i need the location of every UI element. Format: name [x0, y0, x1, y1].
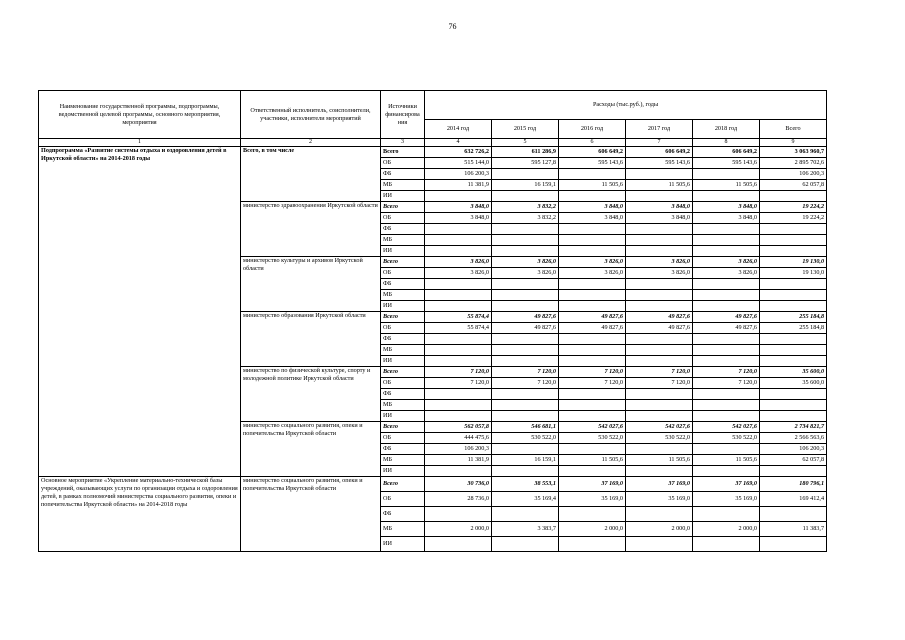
column-number: 8	[693, 139, 760, 147]
year-value	[626, 224, 693, 235]
year-value	[559, 537, 626, 552]
year-value	[425, 246, 492, 257]
year-value: 3 826,0	[492, 268, 559, 279]
year-value: 3 848,0	[693, 202, 760, 213]
funding-source: ФБ	[381, 389, 425, 400]
year-value: 49 827,6	[693, 312, 760, 323]
executor-name: министерство здравоохранения Иркутской области	[241, 202, 381, 257]
header-year: 2017 год	[626, 120, 693, 139]
year-value: 7 120,0	[626, 378, 693, 389]
total-value: 19 224,2	[760, 213, 827, 224]
funding-source: Всего	[381, 477, 425, 492]
total-value: 19 130,0	[760, 268, 827, 279]
year-value	[492, 389, 559, 400]
year-value: 16 159,1	[492, 455, 559, 466]
year-value: 7 120,0	[425, 367, 492, 378]
year-value	[492, 224, 559, 235]
year-value: 30 736,0	[425, 477, 492, 492]
year-value: 55 874,4	[425, 312, 492, 323]
year-value	[626, 279, 693, 290]
year-value	[693, 466, 760, 477]
funding-source: ИИ	[381, 411, 425, 422]
year-value	[693, 279, 760, 290]
year-value	[626, 246, 693, 257]
year-value: 106 200,3	[425, 444, 492, 455]
year-value: 595 143,6	[626, 158, 693, 169]
year-value: 3 826,0	[626, 268, 693, 279]
column-number: 2	[241, 139, 381, 147]
total-value: 255 184,8	[760, 323, 827, 334]
year-value	[559, 400, 626, 411]
year-value: 35 169,0	[626, 492, 693, 507]
year-value	[693, 334, 760, 345]
funding-source: МБ	[381, 235, 425, 246]
year-value: 3 848,0	[559, 213, 626, 224]
total-value	[760, 356, 827, 367]
funding-source: ФБ	[381, 334, 425, 345]
year-value: 3 826,0	[626, 257, 693, 268]
funding-source: МБ	[381, 455, 425, 466]
year-value: 11 505,6	[693, 180, 760, 191]
year-value: 49 827,6	[626, 323, 693, 334]
total-value	[760, 235, 827, 246]
year-value	[626, 389, 693, 400]
total-value	[760, 345, 827, 356]
year-value	[492, 246, 559, 257]
year-value	[559, 389, 626, 400]
year-value	[693, 400, 760, 411]
year-value	[559, 444, 626, 455]
year-value	[626, 235, 693, 246]
year-value: 49 827,6	[626, 312, 693, 323]
year-value: 49 827,6	[559, 323, 626, 334]
year-value: 7 120,0	[559, 367, 626, 378]
year-value: 3 848,0	[626, 213, 693, 224]
header-year: 2018 год	[693, 120, 760, 139]
column-number: 7	[626, 139, 693, 147]
year-value	[425, 537, 492, 552]
funding-source: МБ	[381, 400, 425, 411]
total-value	[760, 224, 827, 235]
year-value	[559, 301, 626, 312]
total-value: 3 063 960,7	[760, 147, 827, 158]
year-value	[492, 537, 559, 552]
year-value: 530 522,0	[492, 433, 559, 444]
program-name: Основное мероприятие «Укрепление материально-технической базы учреждений, оказывающих услуги по организации отдыха и оздоровления детей, в рамках полномочий министерства социального развития, опеки и попечительства Иркутской области» на 2014-2018 годы	[39, 477, 241, 552]
year-value	[626, 290, 693, 301]
year-value	[626, 400, 693, 411]
year-value	[626, 191, 693, 202]
year-value	[425, 507, 492, 522]
year-value: 595 143,6	[693, 158, 760, 169]
column-number: 5	[492, 139, 559, 147]
funding-source: Всего	[381, 202, 425, 213]
funding-source: Всего	[381, 367, 425, 378]
total-value: 2 734 821,7	[760, 422, 827, 433]
funding-source: ИИ	[381, 191, 425, 202]
year-value: 632 726,2	[425, 147, 492, 158]
executor-name: министерство культуры и архивов Иркутской области	[241, 257, 381, 312]
header-source: Источники финансирова ния	[381, 91, 425, 139]
year-value: 595 127,8	[492, 158, 559, 169]
total-value	[760, 400, 827, 411]
year-value: 595 143,6	[559, 158, 626, 169]
year-value	[559, 224, 626, 235]
funding-source: Всего	[381, 312, 425, 323]
table-body	[39, 147, 827, 552]
funding-source: Всего	[381, 422, 425, 433]
year-value: 37 169,0	[626, 477, 693, 492]
year-value: 11 505,6	[559, 180, 626, 191]
year-value: 530 522,0	[693, 433, 760, 444]
year-value: 37 169,0	[559, 477, 626, 492]
year-value	[693, 224, 760, 235]
year-value: 35 169,0	[559, 492, 626, 507]
column-number: 6	[559, 139, 626, 147]
year-value: 611 286,9	[492, 147, 559, 158]
year-value: 7 120,0	[626, 367, 693, 378]
year-value	[425, 389, 492, 400]
funding-source: ОБ	[381, 323, 425, 334]
year-value	[693, 356, 760, 367]
year-value	[492, 411, 559, 422]
year-value	[425, 345, 492, 356]
budget-table	[38, 90, 827, 552]
year-value: 606 649,2	[559, 147, 626, 158]
year-value: 28 736,0	[425, 492, 492, 507]
year-value	[492, 191, 559, 202]
year-value	[425, 400, 492, 411]
total-value	[760, 507, 827, 522]
year-value	[693, 169, 760, 180]
year-value: 3 848,0	[559, 202, 626, 213]
funding-source: МБ	[381, 345, 425, 356]
year-value: 3 848,0	[626, 202, 693, 213]
year-value	[626, 356, 693, 367]
funding-source: МБ	[381, 522, 425, 537]
page-number: 76	[448, 22, 457, 31]
year-value: 11 505,6	[626, 180, 693, 191]
total-value: 2 566 563,6	[760, 433, 827, 444]
year-value	[626, 444, 693, 455]
executor-name: Всего, в том числе	[241, 147, 381, 202]
column-number: 1	[39, 139, 241, 147]
year-value: 7 120,0	[492, 367, 559, 378]
total-value: 19 224,2	[760, 202, 827, 213]
year-value	[559, 507, 626, 522]
year-value: 3 826,0	[559, 268, 626, 279]
year-value: 546 681,1	[492, 422, 559, 433]
year-value	[693, 507, 760, 522]
funding-source: Всего	[381, 257, 425, 268]
total-value	[760, 246, 827, 257]
total-value: 106 200,3	[760, 444, 827, 455]
year-value: 3 832,2	[492, 213, 559, 224]
year-value: 106 200,3	[425, 169, 492, 180]
year-value	[425, 191, 492, 202]
year-value: 49 827,6	[559, 312, 626, 323]
year-value: 3 826,0	[425, 268, 492, 279]
year-value: 7 120,0	[425, 378, 492, 389]
funding-source: ОБ	[381, 492, 425, 507]
column-number: 9	[760, 139, 827, 147]
funding-source: ОБ	[381, 433, 425, 444]
year-value	[492, 169, 559, 180]
table-row	[39, 147, 827, 158]
year-value	[626, 507, 693, 522]
total-value: 35 600,0	[760, 367, 827, 378]
total-value: 2 895 702,6	[760, 158, 827, 169]
year-value: 2 000,0	[693, 522, 760, 537]
header-total: Всего	[760, 120, 827, 139]
year-value	[425, 290, 492, 301]
funding-source: ИИ	[381, 246, 425, 257]
year-value: 16 159,1	[492, 180, 559, 191]
year-value	[492, 444, 559, 455]
year-value	[626, 466, 693, 477]
header-year: 2015 год	[492, 120, 559, 139]
total-value	[760, 290, 827, 301]
year-value: 3 848,0	[425, 202, 492, 213]
year-value	[492, 356, 559, 367]
year-value: 11 505,6	[559, 455, 626, 466]
year-value	[626, 334, 693, 345]
year-value: 11 505,6	[693, 455, 760, 466]
year-value	[626, 169, 693, 180]
year-value: 7 120,0	[693, 367, 760, 378]
year-value: 3 848,0	[693, 213, 760, 224]
year-value: 542 027,6	[693, 422, 760, 433]
total-value	[760, 301, 827, 312]
header-expenses: Расходы (тыс.руб.), годы	[425, 91, 827, 120]
funding-source: ИИ	[381, 466, 425, 477]
funding-source: ИИ	[381, 301, 425, 312]
header-year: 2014 год	[425, 120, 492, 139]
total-value	[760, 279, 827, 290]
year-value: 444 475,6	[425, 433, 492, 444]
year-value: 11 381,9	[425, 180, 492, 191]
year-value	[626, 411, 693, 422]
year-value: 3 826,0	[559, 257, 626, 268]
year-value: 530 522,0	[626, 433, 693, 444]
funding-source: МБ	[381, 180, 425, 191]
year-value: 606 649,2	[693, 147, 760, 158]
year-value	[559, 169, 626, 180]
funding-source: ИИ	[381, 356, 425, 367]
total-value: 169 412,4	[760, 492, 827, 507]
year-value	[492, 235, 559, 246]
total-value: 180 796,1	[760, 477, 827, 492]
table-row	[39, 477, 827, 492]
column-number: 4	[425, 139, 492, 147]
year-value	[693, 411, 760, 422]
year-value: 3 826,0	[492, 257, 559, 268]
total-value	[760, 389, 827, 400]
funding-source: ФБ	[381, 224, 425, 235]
year-value	[693, 191, 760, 202]
total-value: 255 184,8	[760, 312, 827, 323]
total-value: 11 383,7	[760, 522, 827, 537]
year-value	[492, 334, 559, 345]
year-value	[693, 444, 760, 455]
year-value	[492, 301, 559, 312]
year-value	[425, 466, 492, 477]
year-value: 38 553,1	[492, 477, 559, 492]
year-value: 49 827,6	[492, 312, 559, 323]
program-name: Подпрограмма «Развитие системы отдыха и оздоровления детей в Иркутской области» на 2014-2018 годы	[39, 147, 241, 477]
total-value	[760, 334, 827, 345]
funding-source: ФБ	[381, 444, 425, 455]
year-value	[425, 224, 492, 235]
year-value	[559, 411, 626, 422]
year-value	[626, 345, 693, 356]
funding-source: ИИ	[381, 537, 425, 552]
year-value	[425, 334, 492, 345]
funding-source: Всего	[381, 147, 425, 158]
year-value: 606 649,2	[626, 147, 693, 158]
year-value	[425, 356, 492, 367]
year-value	[492, 400, 559, 411]
year-value	[693, 301, 760, 312]
year-value	[559, 466, 626, 477]
year-value	[626, 537, 693, 552]
year-value	[492, 279, 559, 290]
year-value: 11 381,9	[425, 455, 492, 466]
year-value: 3 826,0	[693, 257, 760, 268]
year-value	[693, 345, 760, 356]
year-value	[626, 301, 693, 312]
year-value	[492, 345, 559, 356]
year-value	[492, 290, 559, 301]
executor-name: министерство социального развития, опеки и попечительства Иркутской области	[241, 477, 381, 552]
total-value: 19 130,0	[760, 257, 827, 268]
column-number-row	[39, 139, 827, 147]
year-value: 562 057,8	[425, 422, 492, 433]
header-name: Наименование государственной программы, подпрограммы, ведомственной целевой программы, основного мероприятия, мероприятия	[39, 91, 241, 139]
year-value	[693, 246, 760, 257]
funding-source: ОБ	[381, 268, 425, 279]
year-value	[492, 466, 559, 477]
funding-source: ФБ	[381, 169, 425, 180]
total-value	[760, 466, 827, 477]
year-value: 49 827,6	[693, 323, 760, 334]
funding-source: ОБ	[381, 213, 425, 224]
year-value	[425, 301, 492, 312]
year-value	[559, 246, 626, 257]
year-value: 35 169,0	[693, 492, 760, 507]
year-value: 2 000,0	[559, 522, 626, 537]
funding-source: ОБ	[381, 158, 425, 169]
year-value: 55 874,4	[425, 323, 492, 334]
total-value: 62 057,8	[760, 455, 827, 466]
year-value	[425, 279, 492, 290]
executor-name: министерство образования Иркутской области	[241, 312, 381, 367]
year-value	[559, 290, 626, 301]
year-value: 7 120,0	[693, 378, 760, 389]
total-value	[760, 191, 827, 202]
total-value	[760, 537, 827, 552]
year-value: 515 144,0	[425, 158, 492, 169]
year-value	[559, 235, 626, 246]
funding-source: ОБ	[381, 378, 425, 389]
year-value	[425, 235, 492, 246]
year-value: 7 120,0	[559, 378, 626, 389]
year-value	[492, 507, 559, 522]
year-value: 3 832,2	[492, 202, 559, 213]
funding-source: ФБ	[381, 507, 425, 522]
year-value: 37 169,0	[693, 477, 760, 492]
year-value: 49 827,6	[492, 323, 559, 334]
year-value: 3 826,0	[425, 257, 492, 268]
year-value	[559, 356, 626, 367]
year-value	[425, 411, 492, 422]
year-value: 3 826,0	[693, 268, 760, 279]
year-value: 3 383,7	[492, 522, 559, 537]
year-value: 11 505,6	[626, 455, 693, 466]
funding-source: МБ	[381, 290, 425, 301]
year-value: 3 848,0	[425, 213, 492, 224]
year-value: 2 000,0	[425, 522, 492, 537]
executor-name: министерство по физической культуре, спорту и молодежной политике Иркутской области	[241, 367, 381, 422]
year-value	[693, 235, 760, 246]
year-value: 2 000,0	[626, 522, 693, 537]
total-value: 62 057,8	[760, 180, 827, 191]
year-value	[693, 389, 760, 400]
header-executor: Ответственный исполнитель, соисполнители, участники, исполнители мероприятий	[241, 91, 381, 139]
total-value: 35 600,0	[760, 378, 827, 389]
funding-source: ФБ	[381, 279, 425, 290]
year-value	[559, 191, 626, 202]
year-value: 542 027,6	[626, 422, 693, 433]
executor-name: министерство социального развития, опеки и попечительства Иркутской области	[241, 422, 381, 477]
year-value	[693, 290, 760, 301]
total-value: 106 200,3	[760, 169, 827, 180]
year-value: 530 522,0	[559, 433, 626, 444]
year-value	[693, 537, 760, 552]
header-year: 2016 год	[559, 120, 626, 139]
year-value: 35 169,4	[492, 492, 559, 507]
total-value	[760, 411, 827, 422]
year-value	[559, 334, 626, 345]
year-value: 542 027,6	[559, 422, 626, 433]
year-value	[559, 279, 626, 290]
column-number: 3	[381, 139, 425, 147]
year-value: 7 120,0	[492, 378, 559, 389]
year-value	[559, 345, 626, 356]
